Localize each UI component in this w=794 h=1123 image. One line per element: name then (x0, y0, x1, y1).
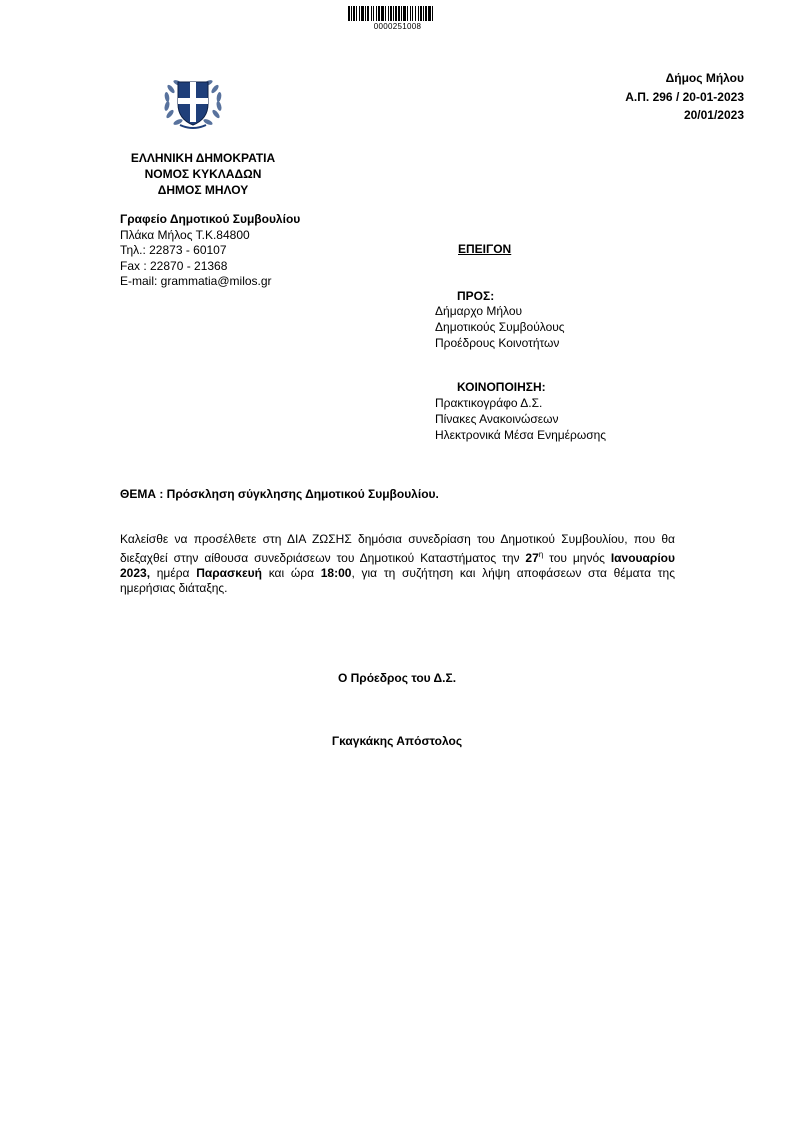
meeting-day-suffix: η (538, 550, 544, 559)
municipality-name: Δήμος Μήλου (665, 71, 744, 85)
recipients-list (435, 303, 565, 351)
barcode-bar (433, 6, 434, 21)
meeting-weekday: Παρασκευή (196, 566, 262, 580)
issuing-authority (118, 150, 288, 198)
subject-line: ΘΕΜΑ : Πρόσκληση σύγκλησης Δημοτικού Συμβουλίου. (120, 487, 439, 501)
body-text-part: , για τη συζήτηση και λήψη αποφάσεων στα θέματα της ημερήσιας διάταξης. (120, 566, 675, 595)
meeting-month-year: Ιανουαρίου 2023, (120, 551, 675, 580)
urgent-label: ΕΠΕΙΓΟΝ (458, 242, 512, 256)
recipient-item: Δήμαρχο Μήλου (435, 304, 523, 318)
document-header-info (625, 69, 744, 125)
document-date: 20/01/2023 (683, 108, 744, 122)
office-name: Γραφείο Δημοτικού Συμβουλίου (120, 212, 301, 226)
body-text-part: Καλείσθε να προσέλθετε στη ΔΙΑ ΖΩΣΗΣ δημόσια συνεδρίαση του Δημοτικού Συμβουλίου, που θα διεξαχθεί στην αίθουσα συνεδριάσεων του Δημοτικού Καταστήματος την (120, 532, 675, 565)
body-text-part: ημέρα (150, 566, 197, 580)
meeting-day: 27 (525, 551, 539, 565)
authority-republic: ΕΛΛΗΝΙΚΗ ΔΗΜΟΚΡΑΤΙΑ (130, 151, 276, 165)
office-fax: Fax : 22870 - 21368 (120, 258, 228, 273)
recipient-item: Δημοτικούς Συμβούλους (435, 320, 565, 334)
barcode-number: 0000251008 (373, 22, 422, 31)
office-contact-block (120, 212, 300, 290)
cc-item: Πρακτικογράφο Δ.Σ. (435, 396, 543, 410)
cc-item: Ηλεκτρονικά Μέσα Ενημέρωσης (435, 428, 607, 442)
office-email: E-mail: grammatia@milos.gr (120, 274, 272, 288)
invitation-body (120, 532, 675, 596)
office-phone: Τηλ.: 22873 - 60107 (120, 243, 227, 257)
barcode (348, 6, 447, 21)
greek-coat-of-arms-emblem (160, 74, 226, 132)
cc-list (435, 395, 606, 443)
signatory-name: Γκαγκάκης Απόστολος (331, 734, 463, 748)
cc-label: ΚΟΙΝΟΠΟΙΗΣΗ: (457, 380, 546, 394)
recipient-item: Προέδρους Κοινοτήτων (435, 336, 560, 350)
body-text-part: και ώρα (261, 566, 321, 580)
office-address: Πλάκα Μήλος Τ.Κ.84800 (120, 227, 250, 242)
authority-prefecture: ΝΟΜΟΣ ΚΥΚΛΑΔΩΝ (144, 167, 262, 181)
body-text-part: του μηνός (543, 551, 611, 565)
cc-item: Πίνακες Ανακοινώσεων (435, 412, 559, 426)
authority-municipality: ΔΗΜΟΣ ΜΗΛΟΥ (157, 183, 249, 197)
signatory-title: Ο Πρόεδρος του Δ.Σ. (337, 671, 457, 685)
protocol-number: Α.Π. 296 / 20-01-2023 (625, 89, 744, 104)
meeting-time: 18:00 (320, 566, 352, 580)
recipients-label: ΠΡΟΣ: (457, 289, 495, 303)
